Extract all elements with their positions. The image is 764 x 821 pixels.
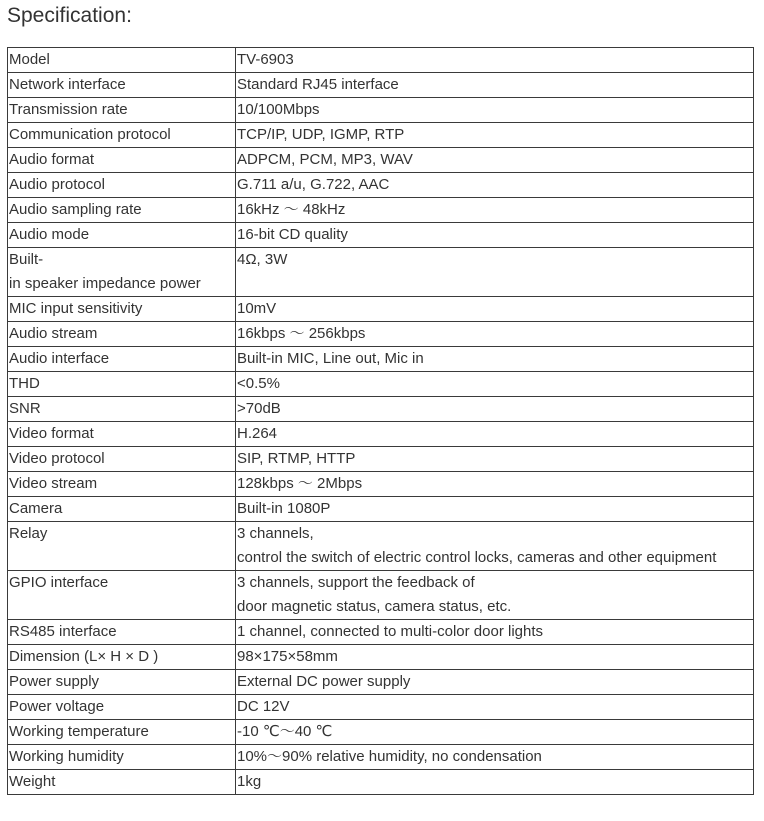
spec-label-cell [8,620,236,645]
table-row [8,645,754,670]
table-row [8,497,754,522]
spec-label-cell [8,98,236,123]
spec-value-text: External DC power supply [237,673,411,690]
spec-label-text: Working humidity [9,748,124,765]
spec-value-cell [236,148,754,173]
spec-value-cell [236,770,754,795]
spec-label-cell [8,720,236,745]
spec-label-text: Video format [9,425,94,442]
spec-label-text: Transmission rate [9,101,128,118]
spec-label-text: Audio protocol [9,176,105,193]
spec-label-cell [8,48,236,73]
table-row [8,73,754,98]
spec-label-cell [8,447,236,472]
table-row [8,248,754,297]
spec-label-text: Weight [9,773,56,790]
spec-label-cell [8,695,236,720]
table-row [8,98,754,123]
spec-value-text: SIP, RTMP, HTTP [237,450,356,467]
table-row [8,198,754,223]
spec-value-text: 1kg [237,773,262,790]
spec-value-cell [236,447,754,472]
spec-label-cell [8,123,236,148]
spec-label-cell [8,223,236,248]
spec-value-cell [236,347,754,372]
spec-value-text: 128kbps ～ 2Mbps [237,475,363,492]
table-row [8,745,754,770]
spec-value-text: 16kHz ～ 48kHz [237,201,346,218]
spec-label-text: Communication protocol [9,126,171,143]
spec-label-cell [8,472,236,497]
spec-value-cell [236,695,754,720]
spec-value-cell [236,620,754,645]
spec-label-cell [8,173,236,198]
spec-label-cell [8,73,236,98]
spec-value-text: door magnetic status, camera status, etc. [237,598,512,615]
table-row [8,123,754,148]
spec-value-text: 10mV [237,300,277,317]
spec-value-cell [236,720,754,745]
spec-value-text: 16kbps ～ 256kbps [237,325,366,342]
spec-label-text: Power voltage [9,698,105,715]
spec-label-cell [8,522,236,571]
spec-label-cell [8,497,236,522]
spec-value-cell [236,422,754,447]
spec-label-cell [8,670,236,695]
spec-value-text: 16-bit CD quality [237,226,348,243]
spec-label-text: in speaker impedance power [9,275,201,292]
spec-value-text: -10 ℃～40 ℃ [237,723,333,740]
spec-value-text: 98×175×58mm [237,648,338,665]
spec-label-text: Audio stream [9,325,98,342]
spec-value-cell [236,745,754,770]
spec-value-text: Built-in 1080P [237,500,331,517]
spec-value-cell [236,322,754,347]
spec-value-cell [236,670,754,695]
spec-label-text: Audio format [9,151,95,168]
spec-value-cell [236,248,754,297]
spec-label-text: THD [9,375,40,392]
spec-label-cell [8,422,236,447]
spec-label-cell [8,347,236,372]
spec-value-cell [236,123,754,148]
spec-value-cell [236,522,754,571]
table-row [8,48,754,73]
specification-table [7,47,754,795]
spec-value-cell [236,472,754,497]
spec-value-cell [236,397,754,422]
spec-label-cell [8,372,236,397]
spec-label-text: Audio sampling rate [9,201,142,218]
spec-value-text: 3 channels, support the feedback of [237,574,475,591]
spec-value-text: control the switch of electric control locks, cameras and other equipment [237,549,717,566]
table-row [8,347,754,372]
table-row [8,472,754,497]
spec-value-text: 1 channel, connected to multi-color door lights [237,623,544,640]
spec-value-text: G.711 a/u, G.722, AAC [237,176,390,193]
table-row [8,695,754,720]
spec-label-text: Video protocol [9,450,105,467]
spec-label-text: Dimension (L× H × D ) [9,648,159,665]
spec-label-text: Power supply [9,673,100,690]
spec-value-cell [236,645,754,670]
spec-value-text: >70dB [237,400,281,417]
table-row [8,297,754,322]
spec-label-cell [8,745,236,770]
spec-label-cell [8,770,236,795]
spec-label-cell [8,148,236,173]
specification-table-body [8,48,754,795]
spec-value-text: 10/100Mbps [237,101,320,118]
spec-value-text: 3 channels, [237,525,314,542]
page-title: Specification: [7,4,132,27]
spec-value-text: H.264 [237,425,278,442]
table-row [8,720,754,745]
table-row [8,571,754,620]
spec-label-text: Camera [9,500,63,517]
spec-value-text: 10%～90% relative humidity, no condensation [237,748,542,765]
spec-label-text: MIC input sensitivity [9,300,143,317]
table-row [8,522,754,571]
spec-label-text: SNR [9,400,41,417]
spec-label-text: GPIO interface [9,574,109,591]
spec-value-text: Built-in MIC, Line out, Mic in [237,350,424,367]
spec-value-cell [236,48,754,73]
table-row [8,447,754,472]
table-row [8,223,754,248]
spec-value-text: TV-6903 [237,51,294,68]
spec-value-cell [236,73,754,98]
table-row [8,770,754,795]
spec-value-cell [236,223,754,248]
spec-label-text: Network interface [9,76,126,93]
table-row [8,372,754,397]
spec-value-text: <0.5% [237,375,280,392]
spec-label-text: Audio interface [9,350,110,367]
spec-label-text: RS485 interface [9,623,117,640]
spec-value-text: TCP/IP, UDP, IGMP, RTP [237,126,405,143]
spec-label-text: Audio mode [9,226,90,243]
spec-value-text: 4Ω, 3W [237,251,288,268]
table-row [8,148,754,173]
spec-label-cell [8,297,236,322]
spec-label-text: Working temperature [9,723,149,740]
spec-label-text: Video stream [9,475,98,492]
spec-label-text: Relay [9,525,48,542]
spec-value-cell [236,372,754,397]
spec-value-text: ADPCM, PCM, MP3, WAV [237,151,413,168]
spec-label-cell [8,248,236,297]
spec-label-cell [8,322,236,347]
table-row [8,422,754,447]
table-row [8,620,754,645]
spec-label-text: Model [9,51,50,68]
spec-value-cell [236,173,754,198]
spec-value-cell [236,497,754,522]
spec-value-cell [236,571,754,620]
table-row [8,397,754,422]
spec-label-text: Built- [9,251,44,268]
table-row [8,173,754,198]
spec-value-cell [236,98,754,123]
table-row [8,322,754,347]
spec-value-cell [236,198,754,223]
spec-label-cell [8,397,236,422]
spec-value-text: Standard RJ45 interface [237,76,399,93]
spec-value-cell [236,297,754,322]
spec-value-text: DC 12V [237,698,290,715]
table-row [8,670,754,695]
spec-label-cell [8,645,236,670]
spec-label-cell [8,198,236,223]
spec-label-cell [8,571,236,620]
